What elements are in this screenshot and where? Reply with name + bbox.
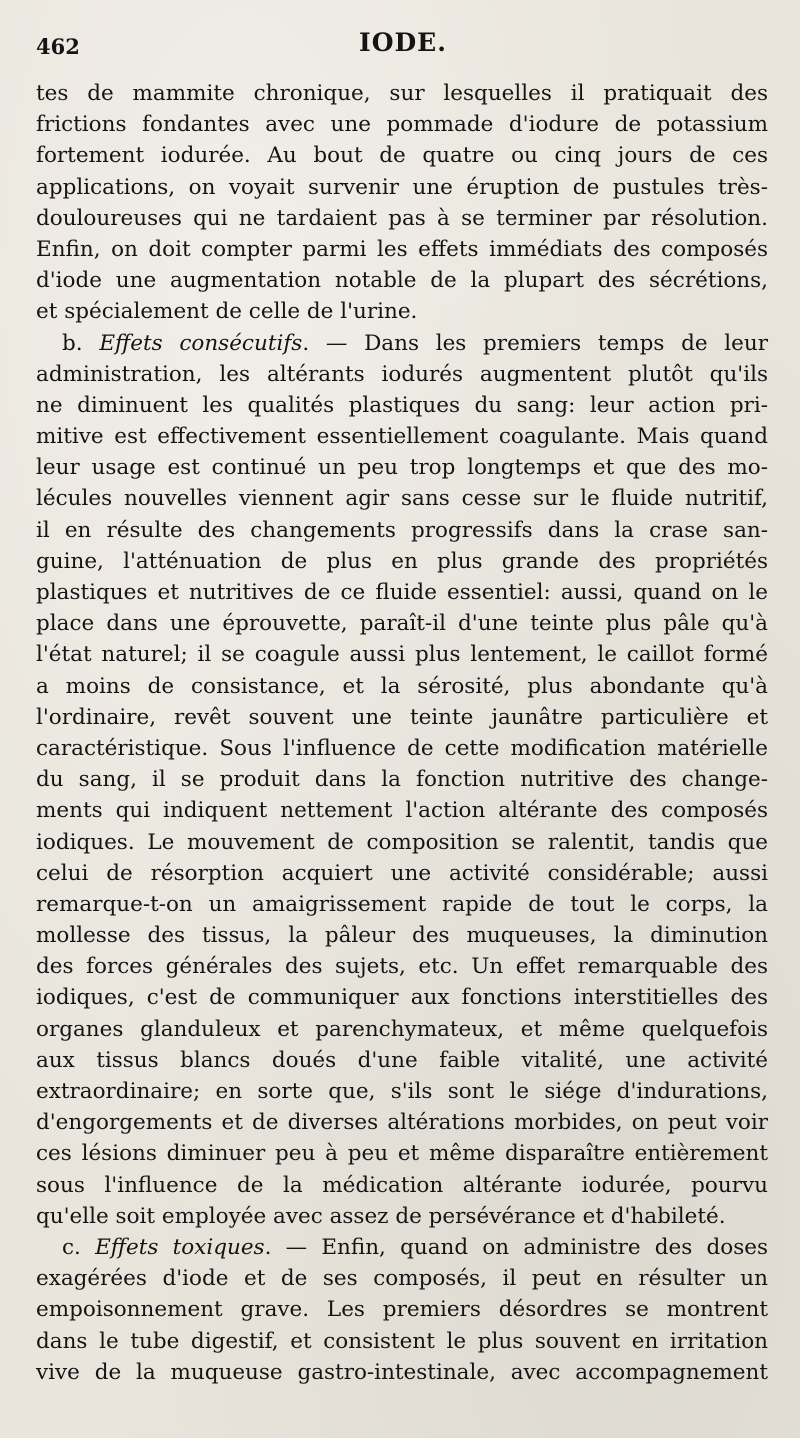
text-line: frictions fondantes avec une pommade d'iodure de potassium <box>36 112 768 138</box>
text-line: douloureuses qui ne tardaient pas à se terminer par résolution. <box>36 205 768 231</box>
text-line: plastiques et nutritives de ce fluide essentiel: aussi, quand on le <box>36 580 768 605</box>
text-line: celui de résorption acquiert une activité considérable; aussi <box>36 860 768 886</box>
section-b-first-line: b. Effets consécutifs. — Dans les premiers temps de leur <box>62 330 768 356</box>
body-text <box>36 78 768 1388</box>
text-line: ces lésions diminuer peu à peu et même disparaître entièrement <box>36 1141 768 1167</box>
text-line: l'ordinaire, revêt souvent une teinte jaunâtre particulière et <box>36 704 768 730</box>
text-line: des forces générales des sujets, etc. Un effet remarquable des <box>36 954 768 980</box>
text-line: mollesse des tissus, la pâleur des muqueuses, la diminution <box>36 923 768 949</box>
section-label: Effets consécutifs <box>99 330 303 356</box>
text-line: empoisonnement grave. Les premiers désordres se montrent <box>36 1297 768 1323</box>
text-line: extraordinaire; en sorte que, s'ils sont le siége d'indurations, <box>36 1079 768 1104</box>
text-line: caractéristique. Sous l'influence de cette modification matérielle <box>36 735 768 761</box>
text-line: mitive est effectivement essentiellement coagulante. Mais quand <box>36 424 768 450</box>
text-line: ments qui indiquent nettement l'action altérante des composés <box>36 798 768 824</box>
text-line: exagérées d'iode et de ses composés, il peut en résulter un <box>36 1266 768 1292</box>
text-line: du sang, il se produit dans la fonction nutritive des change- <box>36 767 768 793</box>
text-line: iodiques. Le mouvement de composition se ralentit, tandis que <box>36 829 768 855</box>
page-number: 462 <box>36 34 80 59</box>
text-line: sous l'influence de la médication altérante iodurée, pourvu <box>36 1172 768 1198</box>
text-line: tes de mammite chronique, sur lesquelles il pratiquait des <box>36 81 768 106</box>
text-line: organes glanduleux et parenchymateux, et même quelquefois <box>36 1016 768 1042</box>
text-line: guine, l'atténuation de plus en plus grande des propriétés <box>36 548 768 574</box>
text-line: a moins de consistance, et la sérosité, plus abondante qu'à <box>36 673 768 699</box>
text-line: d'iode une augmentation notable de la plupart des sécrétions, <box>36 268 768 294</box>
text-line: d'engorgements et de diverses altérations morbides, on peut voir <box>36 1110 768 1136</box>
text-line: leur usage est continué un peu trop longtemps et que des mo- <box>36 455 768 481</box>
text-line: lécules nouvelles viennent agir sans cesse sur le fluide nutritif, <box>36 486 768 512</box>
text-line: vive de la muqueuse gastro-intestinale, avec accompagnement <box>36 1359 768 1385</box>
running-head: IODE. <box>359 28 447 57</box>
text-line: applications, on voyait survenir une éruption de pustules très- <box>36 174 768 200</box>
text-line: il en résulte des changements progressifs dans la crase san- <box>36 517 768 543</box>
text-line: et spécialement de celle de l'urine. <box>36 299 418 325</box>
text-line: dans le tube digestif, et consistent le plus souvent en irritation <box>36 1328 768 1354</box>
text-line: Enfin, on doit compter parmi les effets immédiats des composés <box>36 236 768 262</box>
text-line: l'état naturel; il se coagule aussi plus lentement, le caillot formé <box>36 642 768 668</box>
section-c-first-line: c. Effets toxiques. — Enfin, quand on administre des doses <box>62 1234 768 1260</box>
text-line: iodiques, c'est de communiquer aux fonctions interstitielles des <box>36 985 768 1011</box>
text-line: place dans une éprouvette, paraît-il d'une teinte plus pâle qu'à <box>36 611 768 637</box>
text-line: fortement iodurée. Au bout de quatre ou cinq jours de ces <box>36 143 768 169</box>
page-header <box>36 28 770 64</box>
text-line: ne diminuent les qualités plastiques du sang: leur action pri- <box>36 392 768 418</box>
text-line: aux tissus blancs doués d'une faible vitalité, une activité <box>36 1047 768 1073</box>
text-line: remarque-t-on un amaigrissement rapide de tout le corps, la <box>36 891 768 917</box>
text-line: administration, les altérants iodurés augmentent plutôt qu'ils <box>36 361 768 387</box>
text-line: qu'elle soit employée avec assez de persévérance et d'habileté. <box>36 1203 726 1229</box>
section-label: Effets toxiques <box>95 1234 265 1260</box>
